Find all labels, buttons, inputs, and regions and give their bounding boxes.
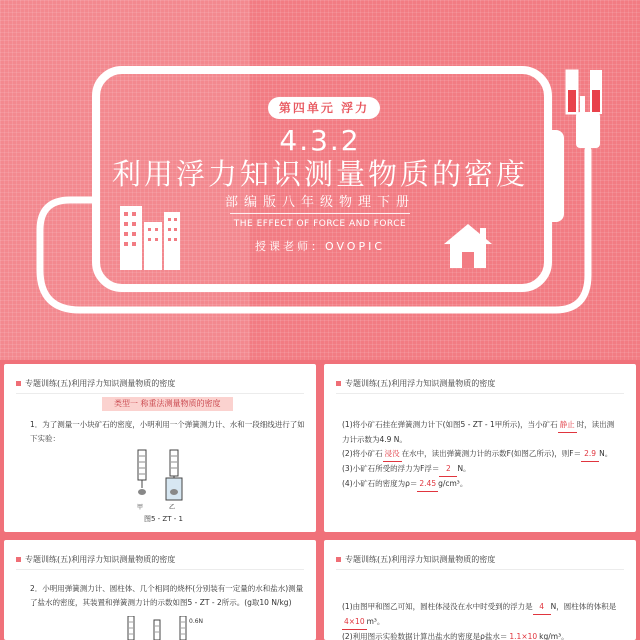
divider [230,213,410,214]
figure-label: 0.6N [189,618,204,625]
slide-header: 专题训练(五)利用浮力知识测量物质的密度 [336,554,495,565]
english-subtitle: THE EFFECT OF FORCE AND FORCE [233,219,407,229]
slide-header: 专题训练(五)利用浮力知识测量物质的密度 [336,378,495,389]
divider [336,393,624,394]
type-tag: 类型一 称重法测量物质的密度 [102,397,233,411]
slide-header: 专题训练(五)利用浮力知识测量物质的密度 [16,554,175,565]
answer-text: (1)将小矿石挂在弹簧测力计下(如图5 - ZT - 1甲所示)，当小矿石 静止 时，读出测 力计示数为4.9 N。 (2)将小矿石 浸没 在水中，读出弹簧测力计的示数F(如图乙所示)，则F＝ 2.9 N。 (3)小矿石所受的浮力为F浮＝ 2 N。 (4)小矿石的密度为ρ＝ 2.45 g/cm³。 [342,418,630,492]
answer-blank: 2.9 [581,447,599,462]
lesson-subtitle: 部编版八年级物理下册 [224,195,415,210]
answer-blank: 浸没 [383,447,402,462]
answer-text: (1)由图甲和图乙可知，圆柱体浸没在水中时受到的浮力是 4 N，圆柱体的体积是 4×10 m³。 (2)利用图示实验数据计算出盐水的密度是ρ盐水＝ 1.1×10 kg/m³。 [342,600,632,640]
question-text: 2．小明用弹簧测力计、圆柱体、几个相同的烧杯(分别装有一定量的水和盐水)测量 了盐水的密度，其装置和弹簧测力计的示数如图5 - ZT - 2所示。(g取10 N/kg) [30,584,304,607]
slide-thumbnail-4[interactable] [324,540,636,640]
answer-blank: 4×10 [342,615,367,630]
bullet-icon [16,557,21,562]
figure-label-right: 乙 [169,504,176,511]
spring-scale-figure [130,448,194,508]
answer-blank: 静止 [558,418,577,433]
bullet-icon [336,557,341,562]
bullet-icon [336,381,341,386]
figure-caption: 图5 - ZT - 1 [144,515,183,523]
slide-thumbnail-1[interactable] [4,364,316,532]
answer-blank: 2 [439,462,457,477]
divider [336,569,624,570]
slide-thumbnail-2[interactable] [324,364,636,532]
slide-thumbnail-3[interactable] [4,540,316,640]
beaker-figure [124,616,234,640]
slide-header: 专题训练(五)利用浮力知识测量物质的密度 [16,378,175,389]
question-text: 1．为了测量一小块矿石的密度，小明利用一个弹簧测力计、水和一段细线进行了如 下实验： [30,420,305,443]
figure-label-left: 甲 [137,504,144,511]
bullet-icon [16,381,21,386]
lesson-number: 4.3.2 [279,124,361,157]
lesson-title: 利用浮力知识测量物质的密度 [111,157,528,191]
unit-badge: 第四单元 浮力 [268,97,380,119]
answer-blank: 4 [533,600,551,615]
teacher-name: 授课老师：OVOPIC [254,240,385,253]
answer-blank: 1.1×10 [507,630,539,640]
divider [16,569,304,570]
divider [16,393,304,394]
answer-blank: 2.45 [417,477,438,492]
